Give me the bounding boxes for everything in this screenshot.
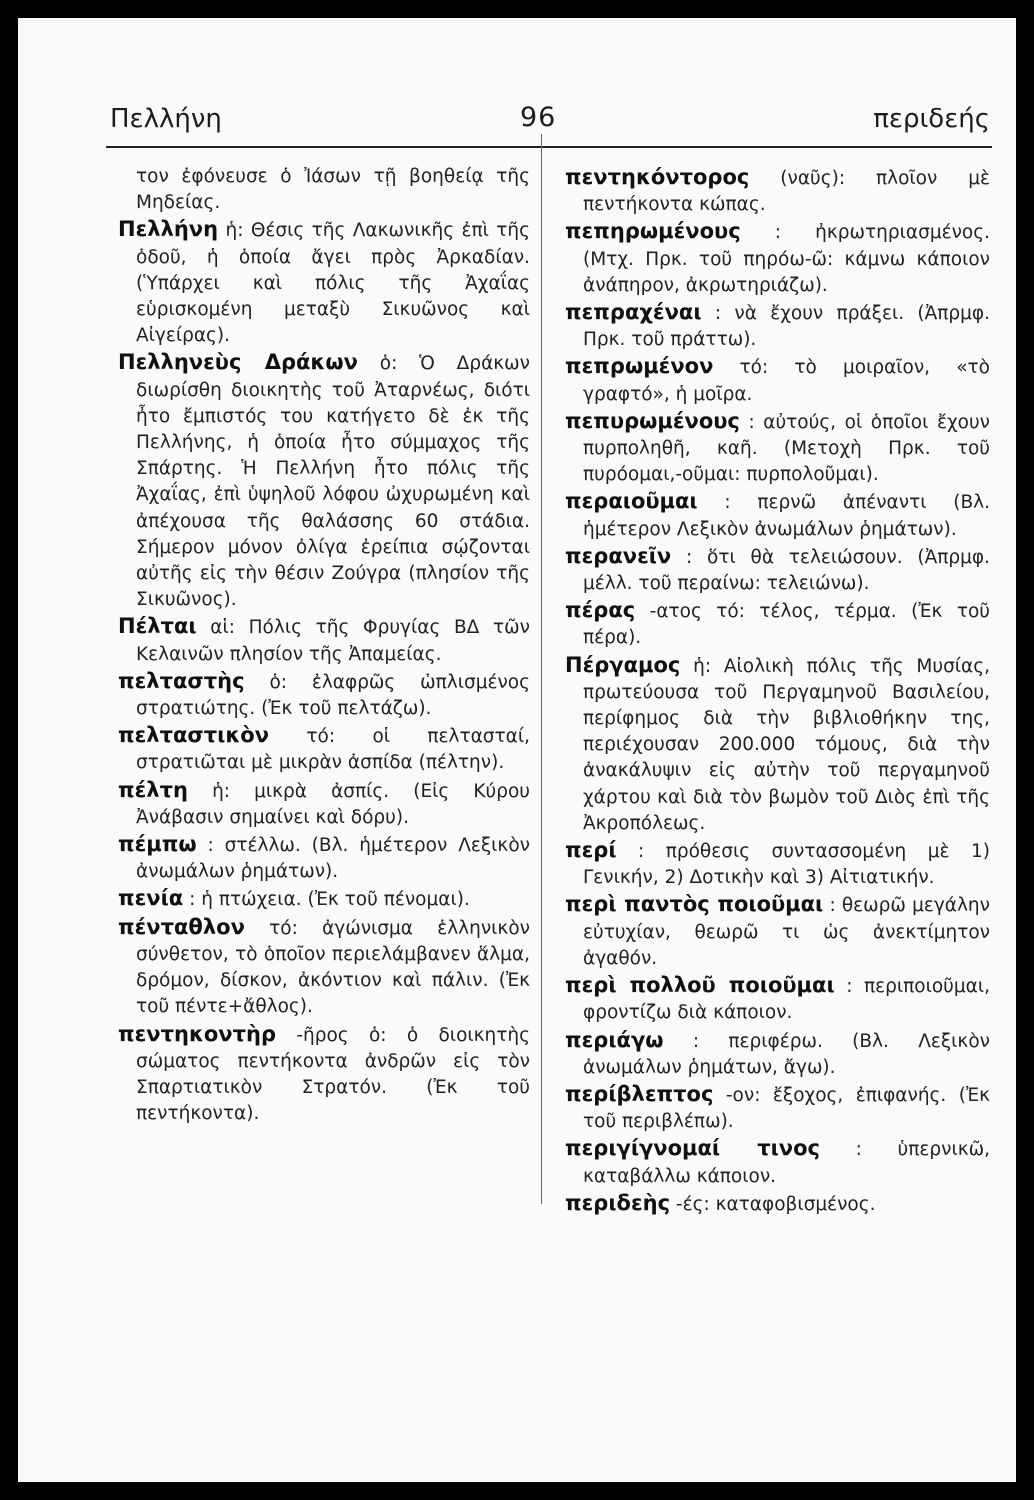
entry-headword: περανεῖν	[565, 543, 672, 568]
dictionary-entry	[565, 652, 990, 837]
dictionary-entry	[565, 837, 990, 891]
dictionary-entry	[565, 218, 990, 299]
entry-definition: ἡ: μικρὰ ἀσπίς. (Εἰς Κύρου Ἀνάβασιν σημαίνει καὶ δόρυ).	[136, 780, 530, 828]
entry-headword: περαιοῦμαι	[565, 489, 698, 514]
dictionary-entry	[565, 488, 990, 542]
entry-definition: : περνῶ ἀπέναντι (Βλ. ἡμέτερον Λεξικὸν ἀνωμάλων ῥημάτων).	[583, 492, 990, 540]
entry-headword: περιάγω	[565, 1027, 664, 1052]
dictionary-entry	[565, 1135, 990, 1189]
dictionary-entry	[565, 543, 990, 597]
entry-headword: πεπραχέναι	[565, 300, 702, 325]
left-column	[118, 164, 530, 1127]
dictionary-entry	[565, 891, 990, 972]
dictionary-page	[18, 18, 1016, 1482]
entry-definition: τό: τὸ μοιραῖον, «τὸ γραφτό», ἡ μοῖρα.	[583, 357, 990, 405]
entry-headword: περὶ πολλοῦ ποιοῦμαι	[565, 973, 835, 998]
entry-headword: περίβλεπτος	[565, 1081, 714, 1106]
entry-definition: ἡ: Θέσις τῆς Λακωνικῆς ἐπὶ τῆς ὁδοῦ, ἡ ὁποία ἄγει πρὸς Ἀρκαδίαν. (Ὑπάρχει καὶ πόλις τῆς Ἀχαΐας εὑρισκομένη μεταξὺ Σικυῶνος καὶ Αἰγείρας).	[136, 220, 530, 347]
entry-headword: Πελλήνη	[118, 217, 219, 242]
page-number: 96	[520, 102, 557, 133]
dictionary-entry	[118, 722, 530, 776]
entry-definition: : περιφέρω. (Βλ. Λεξικὸν ἀνωμάλων ῥημάτων, ἄγω).	[583, 1030, 990, 1078]
entry-headword: πεντηκόντορος	[565, 165, 750, 189]
entry-definition: : νὰ ἔχουν πράξει. (Ἀπρμφ. Πρκ. τοῦ πράττω).	[583, 303, 990, 351]
entry-definition: : περιποιοῦμαι, φροντίζω διὰ κάποιον.	[583, 976, 990, 1024]
dictionary-entry	[565, 597, 990, 651]
dictionary-entry	[565, 1027, 990, 1081]
entry-definition: : αὐτούς, οἱ ὁποῖοι ἔχουν πυρποληθῆ, καῆ. (Μετοχὴ Πρκ. τοῦ πυρόομαι,-οῦμαι: πυρπολοῦμαι).	[583, 411, 990, 486]
right-column	[565, 164, 990, 1218]
entry-headword: πέλτη	[118, 777, 188, 802]
entry-definition: : ὅτι θὰ τελειώσουν. (Ἀπρμφ. μέλλ. τοῦ περαίνω: τελειώνω).	[583, 546, 990, 595]
entry-headword: πέμπω	[118, 832, 197, 857]
entry-definition: ὁ: Ὁ Δράκων διωρίσθη διοικητὴς τοῦ Ἀταρνέως, διότι ἦτο ἔμπιστός του κατήγετο δὲ ἐκ τῆς Πελλήνης, ἡ ὁποία ἦτο σύμμαχος τῆς Σπάρτης. Ἡ Πελλήνη ἦτο πόλις τῆς Ἀχαΐας, ἐπὶ ὑψηλοῦ λόφου ὠχυρωμένη καὶ ἀπέχουσα τῆς θαλάσσης 60 στάδια. Σήμερον μόνον ὀλίγα ἐρείπια σῴζονται αὐτῆς εἰς τὴν θέσιν Ζούγρα (πλησίον τῆς Σικυῶνος).	[136, 353, 531, 611]
entry-definition: : ἠκρωτηριασμένος. (Μτχ. Πρκ. τοῦ πηρόω-ῶ: κάμνω κάποιον ἀνάπηρον, ἀκρωτηριάζω).	[583, 222, 990, 296]
dictionary-entry	[118, 777, 530, 831]
dictionary-entry	[118, 885, 530, 913]
entry-headword: Πέλται	[118, 614, 197, 639]
entry-headword: περί	[565, 838, 617, 863]
dictionary-entry	[565, 1081, 990, 1135]
entry-headword: πεπρωμένον	[565, 354, 714, 379]
header-last-headword: περιδεής	[873, 104, 990, 134]
entry-headword: πελταστὴς	[118, 668, 245, 693]
column-divider	[541, 134, 542, 1204]
dictionary-entry	[565, 164, 990, 218]
entry-definition: -ατος τό: τέλος, τέρμα. (Ἐκ τοῦ πέρα).	[583, 601, 990, 649]
dictionary-entry	[118, 1021, 530, 1128]
header-rule	[106, 146, 992, 148]
dictionary-entry	[118, 164, 530, 216]
entry-definition: : ἡ πτώχεια. (Ἐκ τοῦ πένομαι).	[189, 889, 470, 911]
entry-headword: πέρας	[565, 598, 636, 623]
entry-headword: πεπηρωμένους	[565, 219, 741, 244]
entry-headword: περὶ παντὸς ποιοῦμαι	[565, 892, 824, 917]
entry-headword: περιδεὴς	[565, 1190, 671, 1215]
entry-definition: ὁ: ἐλαφρῶς ὡπλισμένος στρατιώτης. (Ἐκ τοῦ πελτάζω).	[136, 671, 530, 720]
entry-headword: πεντηκοντὴρ	[118, 1021, 276, 1046]
entry-headword: πένταθλον	[118, 914, 245, 939]
entry-definition: -ον: ἔξοχος, ἐπιφανής. (Ἐκ τοῦ περιβλέπω).	[583, 1084, 990, 1133]
entry-definition: ἡ: Αἰολικὴ πόλις τῆς Μυσίας, πρωτεύουσα τοῦ Περγαμηνοῦ Βασιλείου, περίφημος διὰ τὴν βιβλιοθήκην της, περιέχουσαν 200.000 τόμους, διὰ τὴν ἀνακάλυψιν εἰς αὐτὴν τοῦ περγαμηνοῦ χάρτου καὶ διὰ τὸν βωμὸν τοῦ Διὸς ἐπὶ τῆς Ἀκροπόλεως.	[583, 655, 990, 834]
dictionary-entry	[118, 216, 530, 349]
dictionary-entry	[565, 972, 990, 1026]
dictionary-entry	[565, 353, 990, 407]
entry-definition: : πρόθεσις συντασσομένη μὲ 1) Γενικήν, 2) Δοτικὴν καὶ 3) Αἰτιατικήν.	[583, 841, 990, 889]
entry-definition: -ές: καταφοβισμένος.	[675, 1193, 876, 1215]
dictionary-entry	[118, 831, 530, 885]
entry-headword: πελταστικὸν	[118, 723, 270, 748]
dictionary-entry	[565, 1190, 990, 1218]
dictionary-entry	[118, 349, 530, 613]
page-header	[110, 102, 990, 142]
entry-headword: Πελληνεὺς Δράκων	[118, 350, 358, 375]
entry-definition: : θεωρῶ μεγάλην εὐτυχίαν, θεωρῶ τι ὡς ἀνεκτίμητον ἀγαθόν.	[583, 895, 990, 969]
dictionary-entry	[118, 613, 530, 667]
entry-headword: Πέργαμος	[565, 652, 681, 677]
dictionary-entry	[565, 299, 990, 353]
dictionary-entry	[118, 914, 530, 1021]
entry-headword: πεπυρωμένους	[565, 408, 740, 433]
entry-definition: τό: ἀγώνισμα ἑλληνικὸν σύνθετον, τὸ ὁποῖον περιελάμβανεν ἅλμα, δρόμον, δίσκον, ἀκόντιον καὶ πάλιν. (Ἐκ τοῦ πέντε+ἄθλος).	[136, 917, 530, 1018]
entry-definition: τό: οἱ πελτασταί, στρατιῶται μὲ μικρὰν ἀσπίδα (πέλτην).	[136, 726, 530, 774]
header-first-headword: Πελλήνη	[110, 104, 222, 134]
entry-headword: περιγίγνομαί τινος	[565, 1136, 820, 1161]
dictionary-entry	[565, 408, 990, 489]
entry-headword: πενία	[118, 886, 184, 911]
entry-definition: : στέλλω. (Βλ. ἡμέτερον Λεξικὸν ἀνωμάλων ῥημάτων).	[136, 835, 530, 883]
entry-definition: -ῆρος ὁ: ὁ διοικητὴς σώματος πεντήκοντα ἀνδρῶν εἰς τὸν Σπαρτιατικὸν Στρατόν. (Ἐκ τοῦ πεντήκοντα).	[136, 1024, 530, 1125]
entry-definition: : ὑπερνικῶ, καταβάλλω κάποιον.	[583, 1139, 990, 1187]
entry-definition: (ναῦς): πλοῖον μὲ πεντήκοντα κώπας.	[583, 168, 990, 216]
dictionary-entry	[118, 668, 530, 722]
entry-definition: τον ἐφόνευσε ὁ Ἰάσων τῇ βοηθείᾳ τῆς Μηδείας.	[136, 166, 530, 214]
entry-definition: αἱ: Πόλις τῆς Φρυγίας ΒΔ τῶν Κελαινῶν πλησίον τῆς Ἀπαμείας.	[136, 617, 530, 665]
